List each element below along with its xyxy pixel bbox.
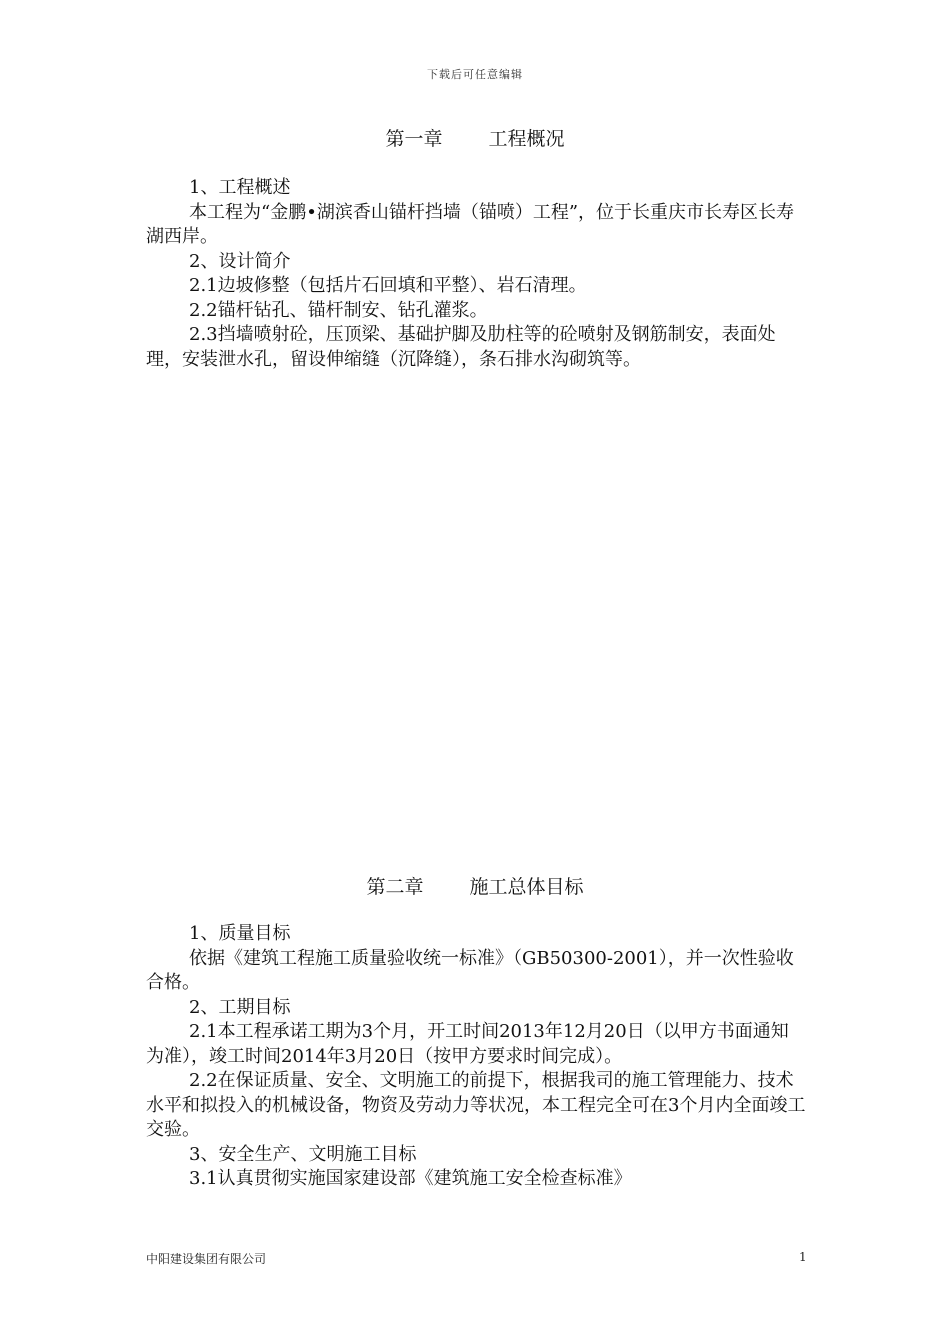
paragraph: 1、工程概述 bbox=[189, 177, 291, 198]
page-header: 下载后可任意编辑 bbox=[427, 68, 523, 81]
chapter-2-title: 施工总体目标 bbox=[469, 876, 584, 898]
paragraph: 3、安全生产、文明施工目标 bbox=[189, 1143, 417, 1165]
paragraph: 本工程为“金鹏•湖滨香山锚杆挡墙（锚喷）工程”，位于长重庆市长寿区长寿湖西岸。 bbox=[146, 201, 795, 247]
footer-page-number: 1 bbox=[799, 1250, 807, 1264]
paragraph: 2.2在保证质量、安全、文明施工的前提下，根据我司的施工管理能力、技术水平和拟投入的机械设备，物资及劳动力等状况，本工程完全可在3个月内全面竣工交验。 bbox=[146, 1070, 806, 1140]
paragraph: 2.1本工程承诺工期为3个月，开工时间2013年12月20日（以甲方书面通知为准），竣工时间2014年3月20日（按甲方要求时间完成）。 bbox=[146, 1021, 789, 1067]
chapter-2-body bbox=[146, 922, 806, 1192]
chapter-2-label: 第二章 bbox=[366, 876, 424, 898]
paragraph: 2.2锚杆钻孔、锚杆制安、钻孔灌浆。 bbox=[189, 299, 488, 321]
chapter-2-heading bbox=[0, 872, 950, 899]
paragraph: 2、设计简介 bbox=[189, 250, 291, 272]
chapter-1-body bbox=[146, 176, 806, 372]
paragraph: 2.1边坡修整（包括片石回填和平整）、岩石清理。 bbox=[189, 275, 587, 296]
paragraph: 2.3挡墙喷射砼，压顶梁、基础护脚及肋柱等的砼喷射及钢筋制安，表面处理，安装泄水孔，留设伸缩缝（沉降缝），条石排水沟砌筑等。 bbox=[146, 324, 776, 370]
paragraph: 依据《建筑工程施工质量验收统一标准》（GB50300-2001），并一次性验收合格。 bbox=[146, 947, 794, 993]
chapter-1-title: 工程概况 bbox=[488, 128, 565, 150]
paragraph: 1、质量目标 bbox=[189, 923, 291, 944]
paragraph: 2、工期目标 bbox=[189, 996, 291, 1018]
footer-company: 中阳建设集团有限公司 bbox=[146, 1252, 267, 1266]
chapter-1-label: 第一章 bbox=[385, 128, 443, 150]
paragraph: 3.1认真贯彻实施国家建设部《建筑施工安全检查标准》 bbox=[189, 1168, 632, 1189]
chapter-1-heading bbox=[0, 124, 950, 151]
